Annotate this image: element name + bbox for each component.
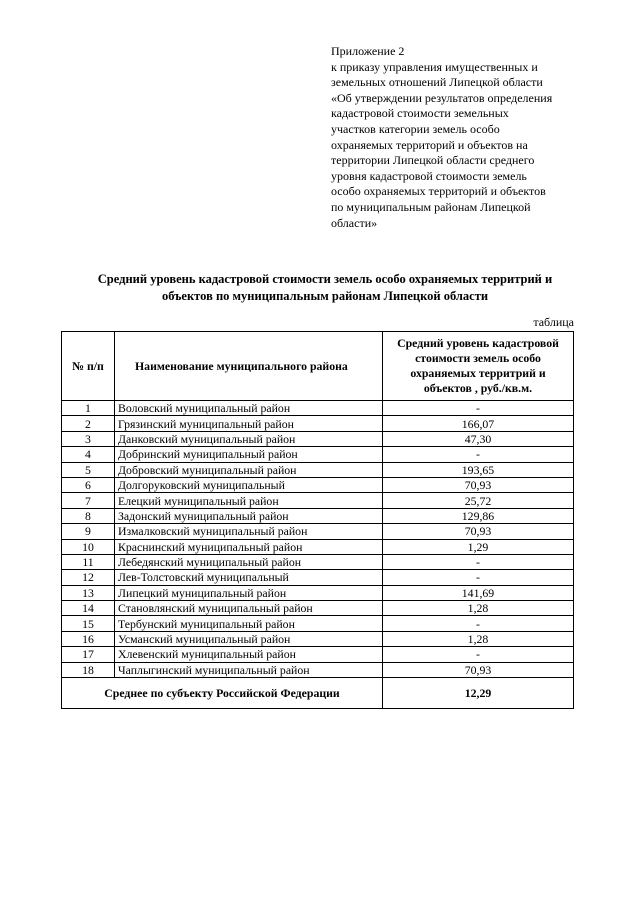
row-value: - [383,616,574,631]
table-row [62,493,574,508]
table-row [62,631,574,646]
table-row [62,524,574,539]
row-num: 13 [62,585,115,600]
row-value: 193,65 [383,462,574,477]
table-row [62,477,574,492]
table-row [62,401,574,416]
table-row [62,431,574,446]
row-num: 11 [62,554,115,569]
table-row [62,647,574,662]
table-row [62,662,574,677]
row-value: - [383,554,574,569]
row-name: Измалковский муниципальный район [115,524,383,539]
row-value: 25,72 [383,493,574,508]
table-row [62,601,574,616]
header-num: № п/п [62,332,115,401]
header-name: Наименование муниципального района [115,332,383,401]
row-value: 166,07 [383,416,574,431]
row-name: Воловский муниципальный район [115,401,383,416]
row-num: 3 [62,431,115,446]
row-name: Становлянский муниципальный район [115,601,383,616]
document-title-line-2: объектов по муниципальным районам Липецкой области [161,289,489,303]
row-value: - [383,570,574,585]
appendix-line: к приказу управления имущественных и [331,59,538,74]
row-name: Грязинский муниципальный район [115,416,383,431]
row-num: 17 [62,647,115,662]
row-value: 1,29 [383,539,574,554]
table-row [62,585,574,600]
table-row [62,462,574,477]
row-name: Хлевенский муниципальный район [115,647,383,662]
row-name: Лебедянский муниципальный район [115,554,383,569]
row-value: 129,86 [383,508,574,523]
row-name: Лев-Толстовский муниципальный [115,570,383,585]
row-value: 1,28 [383,601,574,616]
row-value: 70,93 [383,524,574,539]
appendix-line: «Об утверждении результатов определения [331,90,553,105]
appendix-line: кадастровой стоимости земельных [331,106,509,121]
table-row [62,416,574,431]
row-name: Усманский муниципальный район [115,631,383,646]
row-num: 6 [62,477,115,492]
row-name: Елецкий муниципальный район [115,493,383,508]
row-name: Задонский муниципальный район [115,508,383,523]
row-num: 5 [62,462,115,477]
average-value: 12,29 [383,678,574,709]
row-name: Тербунский муниципальный район [115,616,383,631]
appendix-line: по муниципальным районам Липецкой [331,199,531,214]
header-value: Средний уровень кадастровой стоимости земель особо охраняемых территрий и объектов , руб./кв.м. [383,332,574,401]
appendix-line: уровня кадастровой стоимости земель [331,168,527,183]
row-num: 8 [62,508,115,523]
row-value: 70,93 [383,477,574,492]
appendix-line: Приложение 2 [331,44,405,58]
row-num: 15 [62,616,115,631]
average-label: Среднее по субъекту Российской Федерации [62,678,383,709]
table-row [62,447,574,462]
table-row [62,570,574,585]
document-title-line-1: Средний уровень кадастровой стоимости земель особо охраняемых территрий и [97,272,553,286]
row-value: 141,69 [383,585,574,600]
table-row [62,554,574,569]
appendix-line: охраняемых территорий и объектов на [331,137,528,152]
row-name: Данковский муниципальный район [115,431,383,446]
table-row [62,616,574,631]
row-value: - [383,447,574,462]
document-title [60,271,590,305]
row-num: 16 [62,631,115,646]
row-name: Добровский муниципальный район [115,462,383,477]
row-num: 14 [62,601,115,616]
row-num: 10 [62,539,115,554]
appendix-line: области» [331,215,378,230]
appendix-line: участков категории земель особо [331,121,500,136]
row-name: Долгоруковский муниципальный [115,477,383,492]
appendix-line: особо охраняемых территорий и объектов [331,184,546,199]
average-row [62,678,574,709]
row-name: Чаплыгинский муниципальный район [115,662,383,677]
row-num: 4 [62,447,115,462]
row-num: 18 [62,662,115,677]
row-value: 70,93 [383,662,574,677]
appendix-line: территории Липецкой области среднего [331,153,535,168]
row-value: - [383,647,574,662]
row-name: Добринский муниципальный район [115,447,383,462]
table-label: таблица [533,315,574,329]
row-value: 47,30 [383,431,574,446]
appendix-block [331,44,591,231]
table-row [62,539,574,554]
appendix-line: земельных отношений Липецкой области [331,75,543,90]
row-name: Краснинский муниципальный район [115,539,383,554]
row-num: 1 [62,401,115,416]
row-num: 7 [62,493,115,508]
row-num: 9 [62,524,115,539]
table-header-row [62,332,574,401]
row-num: 12 [62,570,115,585]
table-row [62,508,574,523]
row-value: - [383,401,574,416]
row-value: 1,28 [383,631,574,646]
row-num: 2 [62,416,115,431]
row-name: Липецкий муниципальный район [115,585,383,600]
cadastral-value-table [61,331,574,709]
